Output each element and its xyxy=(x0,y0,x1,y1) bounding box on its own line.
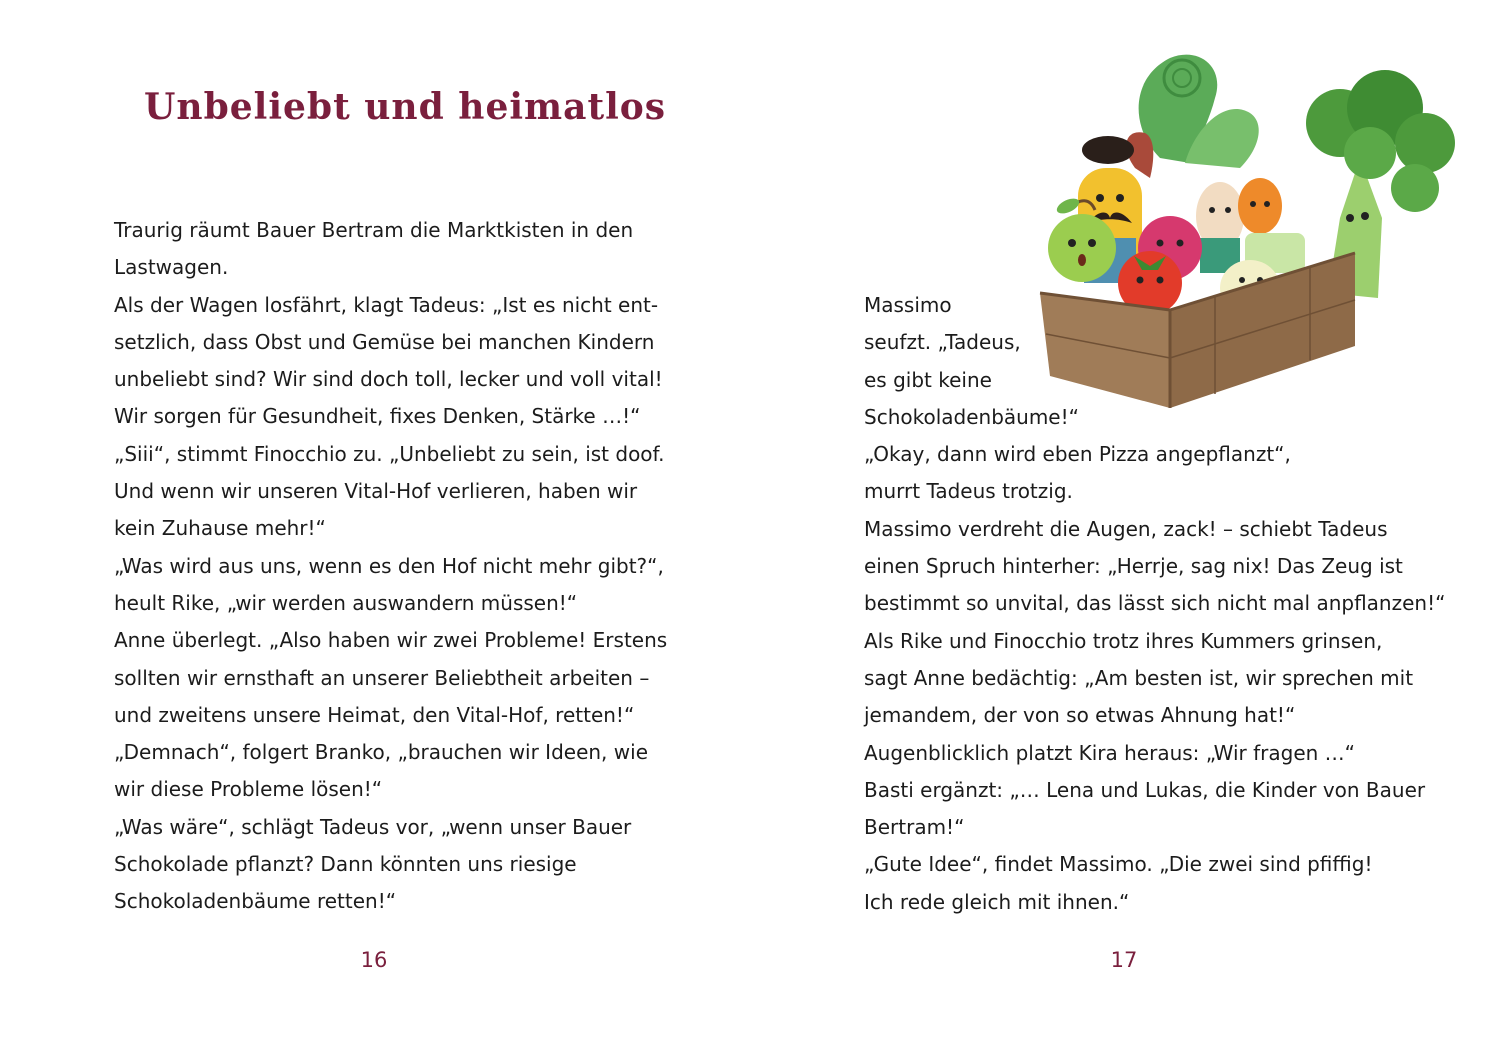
text-line: bestimmt so unvital, das lässt sich nicht mal anpflanzen!“ xyxy=(864,591,1446,616)
text-line: Schokolade pflanzt? Dann könnten uns riesige xyxy=(114,852,577,877)
text-line: Ich rede gleich mit ihnen.“ xyxy=(864,889,1130,914)
text-line: Massimo verdreht die Augen, zack! – schiebt Tadeus xyxy=(864,516,1388,541)
text-line: und zweitens unsere Heimat, den Vital-Hof, retten!“ xyxy=(114,702,635,727)
text-line: Massimo xyxy=(864,293,952,317)
text-line: Wir sorgen für Gesundheit, fixes Denken, Stärke …!“ xyxy=(114,404,641,429)
carrot-icon xyxy=(1238,178,1282,234)
text-line: Augenblicklich platzt Kira heraus: „Wir fragen …“ xyxy=(864,740,1356,765)
text-line: kein Zuhause mehr!“ xyxy=(114,516,326,541)
text-line: einen Spruch hinterher: „Herrje, sag nix! Das Zeug ist xyxy=(864,554,1403,579)
text-line: „Demnach“, folgert Branko, „brauchen wir Ideen, wie xyxy=(114,740,648,765)
text-line: sagt Anne bedächtig: „Am besten ist, wir sprechen mit xyxy=(864,665,1414,690)
text-line: heult Rike, „wir werden auswandern müssen!“ xyxy=(114,590,578,615)
text-line: „Siii“, stimmt Finocchio zu. „Unbeliebt zu sein, ist doof. xyxy=(114,441,665,466)
text-line: seufzt. „Tadeus, xyxy=(864,330,1021,355)
text-line: Basti ergänzt: „… Lena und Lukas, die Kinder von Bauer xyxy=(864,777,1426,802)
text-line: Anne überlegt. „Also haben wir zwei Probleme! Erstens xyxy=(114,628,668,653)
page-number-right: 17 xyxy=(1110,948,1138,972)
right-page xyxy=(750,0,1500,1059)
text-line: Als der Wagen losfährt, klagt Tadeus: „Ist es nicht ent- xyxy=(114,292,659,317)
text-line: es gibt keine xyxy=(864,367,992,392)
text-line: Bertram!“ xyxy=(864,815,965,840)
text-line: Als Rike und Finocchio trotz ihres Kummers grinsen, xyxy=(864,628,1383,653)
page-number-left: 16 xyxy=(360,948,388,972)
chapter-title: Unbeliebt und heimatlos xyxy=(144,86,667,128)
text-line: murrt Tadeus trotzig. xyxy=(864,479,1073,504)
text-line: „Gute Idee“, findet Massimo. „Die zwei sind pfiffig! xyxy=(864,852,1373,877)
text-line: sollten wir ernsthaft an unserer Beliebtheit arbeiten – xyxy=(114,665,650,690)
text-line: unbeliebt sind? Wir sind doch toll, lecker und voll vital! xyxy=(114,367,663,392)
leek-leaves-icon xyxy=(1139,55,1259,168)
text-line: Und wenn wir unseren Vital-Hof verlieren, haben wir xyxy=(114,479,638,504)
text-line: setzlich, dass Obst und Gemüse bei manchen Kindern xyxy=(114,329,655,354)
text-line: „Okay, dann wird eben Pizza angepflanzt“, xyxy=(864,442,1291,467)
text-line: Lastwagen. xyxy=(114,255,229,280)
text-line: Schokoladenbäume retten!“ xyxy=(114,889,397,914)
left-page-text xyxy=(114,212,667,921)
text-line: „Was wäre“, schlägt Tadeus vor, „wenn unser Bauer xyxy=(114,814,632,839)
text-line: Schokoladenbäume!“ xyxy=(864,404,1079,429)
text-line: jemandem, der von so etwas Ahnung hat!“ xyxy=(864,703,1296,728)
text-line: wir diese Probleme lösen!“ xyxy=(114,777,383,802)
radish-icon xyxy=(1196,182,1244,273)
right-page-text xyxy=(864,287,1445,921)
text-line: „Was wird aus uns, wenn es den Hof nicht mehr gibt?“, xyxy=(114,553,664,578)
text-line: Traurig räumt Bauer Bertram die Marktkisten in den xyxy=(114,218,634,242)
